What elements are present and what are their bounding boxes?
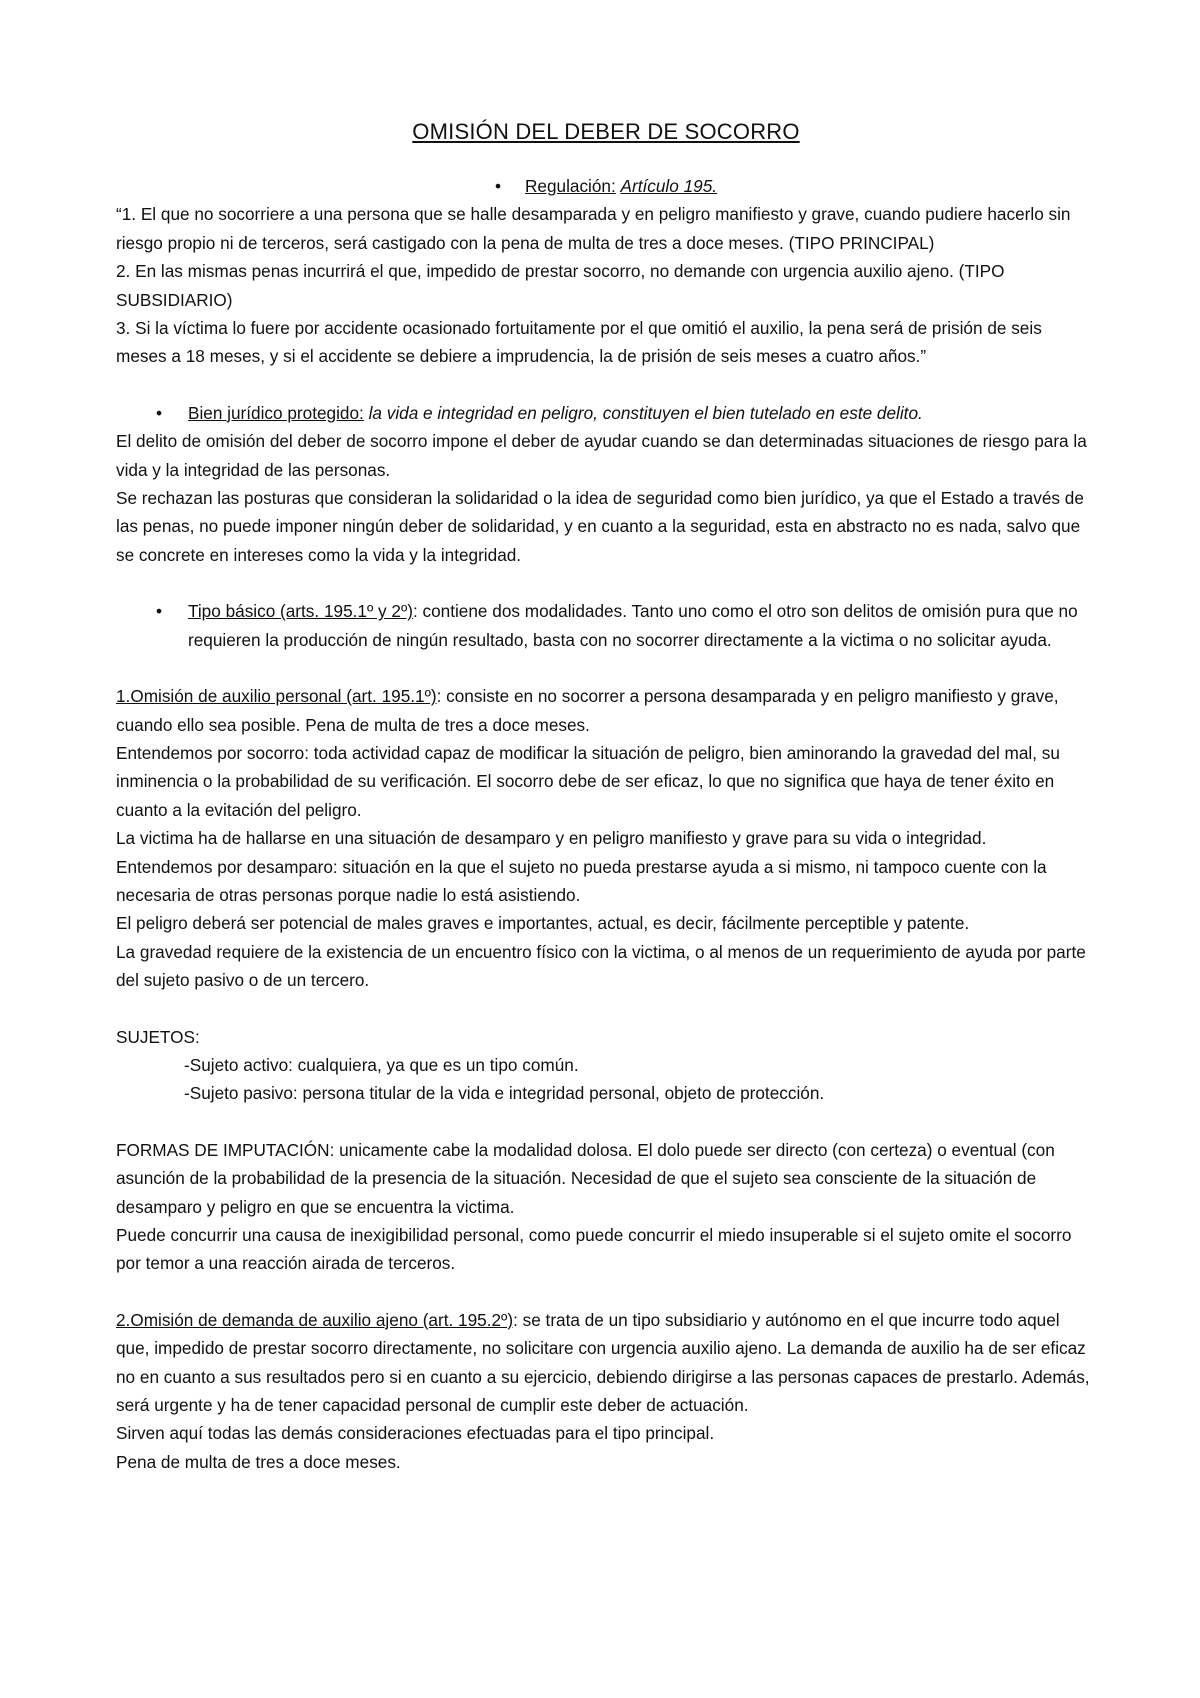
spacer [116,569,1096,597]
omision-personal-text: : consiste en no socorrer a persona desamparada y en peligro manifiesto y grave, cuando ello sea posible. Pena de multa de tres a doce meses. [116,686,1059,735]
bien-juridico-paragraph-1: El delito de omisión del deber de socorro impone el deber de ayudar cuando se dan determinadas situaciones de riesgo para la vida y la integridad de las personas. [116,431,1087,480]
article-paragraph-2: 2. En las mismas penas incurrirá el que, impedido de prestar socorro, no demande con urgencia auxilio ajeno. (TIPO SUBSIDIARIO) [116,261,1005,310]
peligro-paragraph: El peligro deberá ser potencial de males graves e importantes, actual, es decir, fácilmente perceptible y patente. [116,913,970,934]
bien-juridico-heading [116,399,1096,427]
pena-paragraph: Pena de multa de tres a doce meses. [116,1451,401,1472]
omision-personal-label: 1.Omisión de auxilio personal (art. 195.1º) [116,686,437,707]
spacer [116,654,1096,682]
bien-juridico-label: Bien jurídico protegido: [188,402,364,423]
omision-personal-paragraph [116,682,1096,739]
sujeto-pasivo: -Sujeto pasivo: persona titular de la vida e integridad personal, objeto de protección. [184,1083,825,1104]
article-paragraph-1: “1. El que no socorriere a una persona que se halle desamparada y en peligro manifiesto y grave, cuando pudiere hacerlo sin riesgo propio ni de terceros, será castigado con la pena de multa de tres a doce meses. (TIPO PRINCIPAL) [116,204,1071,253]
article-paragraph-3: 3. Si la víctima lo fuere por accidente ocasionado fortuitamente por el que omitió el auxilio, la pena será de prisión de seis meses a 18 meses, y si el accidente se debiere a imprudencia, la de prisión de seis meses a cuatro años.” [116,318,1042,367]
omision-demanda-paragraph [116,1306,1096,1420]
sujeto-activo: -Sujeto activo: cualquiera, ya que es un tipo común. [184,1054,579,1075]
omision-demanda-text: : se trata de un tipo subsidiario y autónomo en el que incurre todo aquel que, impedido de prestar socorro directamente, no solicitare con urgencia auxilio ajeno. La demanda de auxilio ha de ser eficaz no en cuanto a sus resultados pero si en cuanto a su ejercicio, debiendo dirigirse a las personas capaces de prestarlo. Además, será urgente y ha de tener capacidad personal de cumplir este deber de actuación. [116,1309,1090,1416]
regulacion-heading [116,172,1096,200]
bullet-icon: • [494,176,501,196]
regulacion-label: Regulación: [524,176,616,196]
socorro-definition: Entendemos por socorro: toda actividad capaz de modificar la situación de peligro, bien aminorando la gravedad del mal, su inminencia o la probabilidad de su verificación. El socorro debe de ser eficaz, lo que no significa que haya de tener éxito en cuanto a la evitación del peligro. [116,742,1060,820]
sujetos-heading: SUJETOS: [116,1026,200,1047]
bien-juridico-text: la vida e integridad en peligro, constituyen el bien tutelado en este delito. [368,402,923,423]
inexigibilidad-paragraph: Puede concurrir una causa de inexigibilidad personal, como puede concurrir el miedo insuperable si el sujeto omite el socorro por temor a una reacción airada de terceros. [116,1225,1072,1274]
formas-imputacion-paragraph: FORMAS DE IMPUTACIÓN: unicamente cabe la modalidad dolosa. El dolo puede ser directo (con certeza) o eventual (con asunción de la probabilidad de la presencia de la situación. Necesidad de que el sujeto sea consciente de la situación de desamparo y peligro en que se encuentra la victima. [116,1139,1055,1217]
desamparo-definition: Entendemos por desamparo: situación en la que el sujeto no pueda prestarse ayuda a si mismo, ni tampoco cuente con la necesaria de otras personas porque nadie lo está asistiendo. [116,856,1047,905]
tipo-basico-label: Tipo básico (arts. 195.1º y 2º) [188,601,413,622]
spacer [116,1278,1096,1306]
consideraciones-paragraph: Sirven aquí todas las demás consideraciones efectuadas para el tipo principal. [116,1423,715,1444]
document-body [116,118,1096,1476]
page-title: OMISIÓN DEL DEBER DE SOCORRO [412,119,800,144]
spacer [116,1108,1096,1136]
spacer [116,995,1096,1023]
regulacion-article: Artículo 195. [620,176,718,196]
tipo-basico-paragraph [116,597,1096,654]
victima-paragraph: La victima ha de hallarse en una situación de desamparo y en peligro manifiesto y grave para su vida o integridad. [116,828,987,849]
tipo-basico-text: : contiene dos modalidades. Tanto uno como el otro son delitos de omisión pura que no requieren la producción de ningún resultado, basta con no socorrer directamente a la victima o no solicitar ayuda. [188,601,1078,650]
bien-juridico-paragraph-2: Se rechazan las posturas que consideran la solidaridad o la idea de seguridad como bien jurídico, ya que el Estado a través de las penas, no puede imponer ningún deber de solidaridad, y en cuanto a la seguridad, esta en abstracto no es nada, salvo que se concrete en intereses como la vida y la integridad. [116,488,1084,565]
omision-demanda-label: 2.Omisión de demanda de auxilio ajeno (art. 195.2º) [116,1309,514,1330]
spacer [116,371,1096,399]
gravedad-paragraph: La gravedad requiere de la existencia de un encuentro físico con la victima, o al menos de un requerimiento de ayuda por parte del sujeto pasivo o de un tercero. [116,941,1086,991]
